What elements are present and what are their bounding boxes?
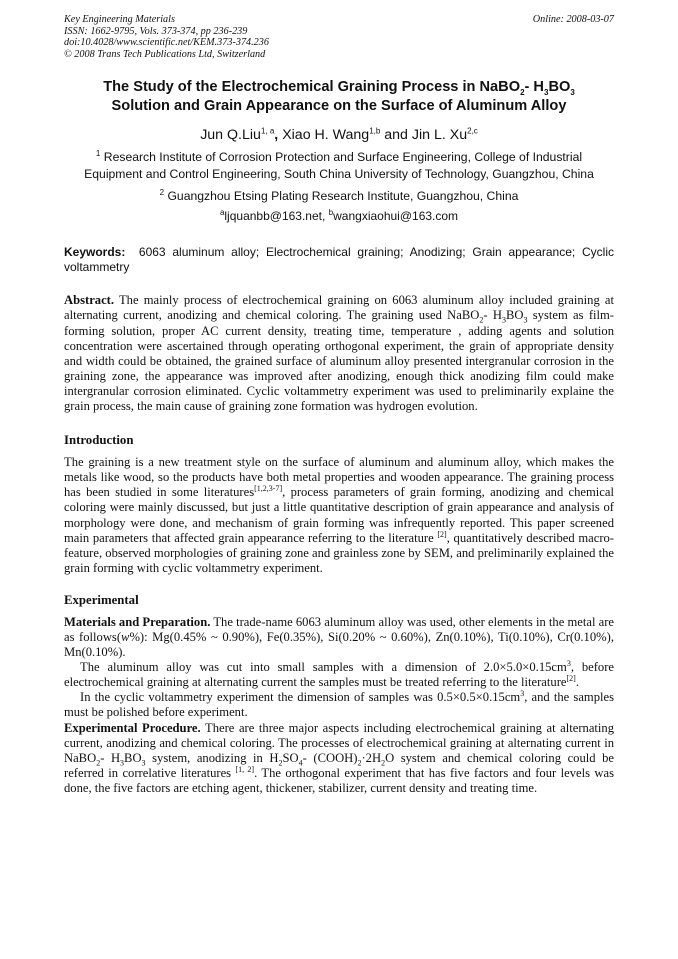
author-1: Jun Q.Liu	[200, 127, 261, 144]
introduction-paragraph: The graining is a new treatment style on the surface of aluminum and aluminum alloy, which makes the metals like wood, so the products have both metal properties and wooden appearance. The graining process has been studied in some literatures[1,2,3-7], process parameters of grain forming, anodizing and chemical coloring were mainly discussed, but just a little quantitative description of grain appearance and analysis of morphology were done, and mechanism of grain forming was infrequently reported. This paper screened main parameters that affected grain appearance referring to the literature [2], quantitatively described macro-feature, observed morphologies of graining zone and grainless zone by SEM, and preliminarily explained the grain forming with cyclic voltammetry experiment.	[64, 455, 614, 575]
title-line-2: Solution and Grain Appearance on the Surface of Aluminum Alloy	[111, 98, 567, 115]
author-3: Jin L. Xu	[411, 127, 468, 144]
doi: doi:10.4028/www.scientific.net/KEM.373-374.236	[64, 37, 269, 49]
email-link-b[interactable]: wangxiaohui@163.com	[333, 209, 459, 224]
keywords-text: 6063 aluminum alloy; Electrochemical graining; Anodizing; Grain appearance; Cyclic voltammetry	[64, 245, 614, 275]
affiliation-1: $^1$ Research Institute of Corrosion Protection and Surface Engineering, College of Industrial Equipment and Control Engineering, South China University of Technology, Guangzhou, China	[84, 149, 594, 181]
abstract: Abstract. The mainly process of electrochemical graining on 6063 aluminum alloy included graining at alternating current, anodizing and chemical coloring. The graining used NaBO$_2$- $H_3BO_3$ system as film-forming solution, proper AC current density, treating time, temperature , adding agents and solution concentration were ascertained through operating orthogonal experiment, the grain of appropriate density and width could be obtained, the grained surface of aluminum alloy presented intergranular corrosion in the graining zone, the appearance was improved after anodizing, enough thick anodizing film could make intergranular corrosion eliminated. Cyclic voltammetry experiment was used to preliminarily explaine the grain process, the main cause of graining zone formation was hydrogen evolution.	[64, 293, 615, 414]
experimental-heading: Experimental	[64, 592, 139, 607]
author-2: Xiao H. Wang	[282, 127, 370, 144]
keywords-label: Keywords:	[64, 245, 126, 260]
paper-title	[64, 78, 614, 116]
paper-page	[64, 14, 614, 796]
copyright: © 2008 Trans Tech Publications Ltd, Switzerland	[64, 48, 266, 60]
cv-sample-paragraph: In the cyclic voltammetry experiment the dimension of samples was $0.5\times 0.5\times 0.15cm^3$, and the samples must be polished before experiment.	[64, 689, 614, 720]
affiliation-2: $^2$ Guangzhou Etsing Plating Research Institute, Guangzhou, China	[159, 188, 519, 204]
author-emails: $^a$ljquanbb@163.net, $^b$wangxiaohui@163.com	[219, 208, 459, 224]
online-date: Online: 2008-03-07	[532, 14, 614, 25]
citation[interactable]: [2]	[566, 674, 576, 684]
abstract-label: Abstract.	[64, 293, 115, 308]
journal-header	[64, 14, 614, 60]
authors: Jun Q.Liu$^{1, a}$, Xiao H. Wang$^{1,b}$ and Jin L. Xu$^{2,c}$	[200, 126, 478, 144]
citation[interactable]: [1, 2]	[235, 764, 255, 774]
title-line-1: The Study of the Electrochemical Graining Process in NaBO$_2$- $H_3BO_3$	[103, 79, 575, 98]
citation[interactable]: [2]	[437, 529, 447, 539]
sample-paragraph: The aluminum alloy was cut into small samples with a dimension of $2.0\times 5.0\times 0.15cm^3$, before electrochemical graining at alternating current the samples must be treated referring to the literature[2].	[64, 658, 614, 690]
materials-paragraph: Materials and Preparation. The trade-name 6063 aluminum alloy was used, other elements in the metal are as follows(w%): Mg(0.45% ~ 0.90%), Fe(0.35%), Si(0.20% ~ 0.60%), Zn(0.10%), Ti(0.10%), Cr(0.10%), Mn(0.10%).	[64, 614, 614, 660]
citation[interactable]: [1,2,3-7]	[254, 484, 283, 494]
keywords	[64, 245, 614, 275]
introduction-heading: Introduction	[64, 433, 134, 448]
procedure-paragraph: Experimental Procedure. There are three major aspects including electrochemical graining at alternating current, anodizing and chemical coloring. The processes of electrochemical graining at alternating current in NaBO$_2$- $H_3BO_3$ system, anodizing in $H_2SO_4-$ $(COOH)_2\cdot 2H_2O$ system and chemical coloring could be referred in correlative literatures [1, 2]. The orthogonal experiment that has five factors and four levels was done, the five factors are etching agent, thickener, stabilizer, current density and treating time.	[64, 720, 615, 795]
journal-name: Key Engineering Materials	[64, 14, 175, 25]
issn: ISSN: 1662-9795, Vols. 373-374, pp 236-239	[64, 25, 248, 37]
email-link-a[interactable]: ljquanbb@163.net,	[224, 209, 326, 224]
